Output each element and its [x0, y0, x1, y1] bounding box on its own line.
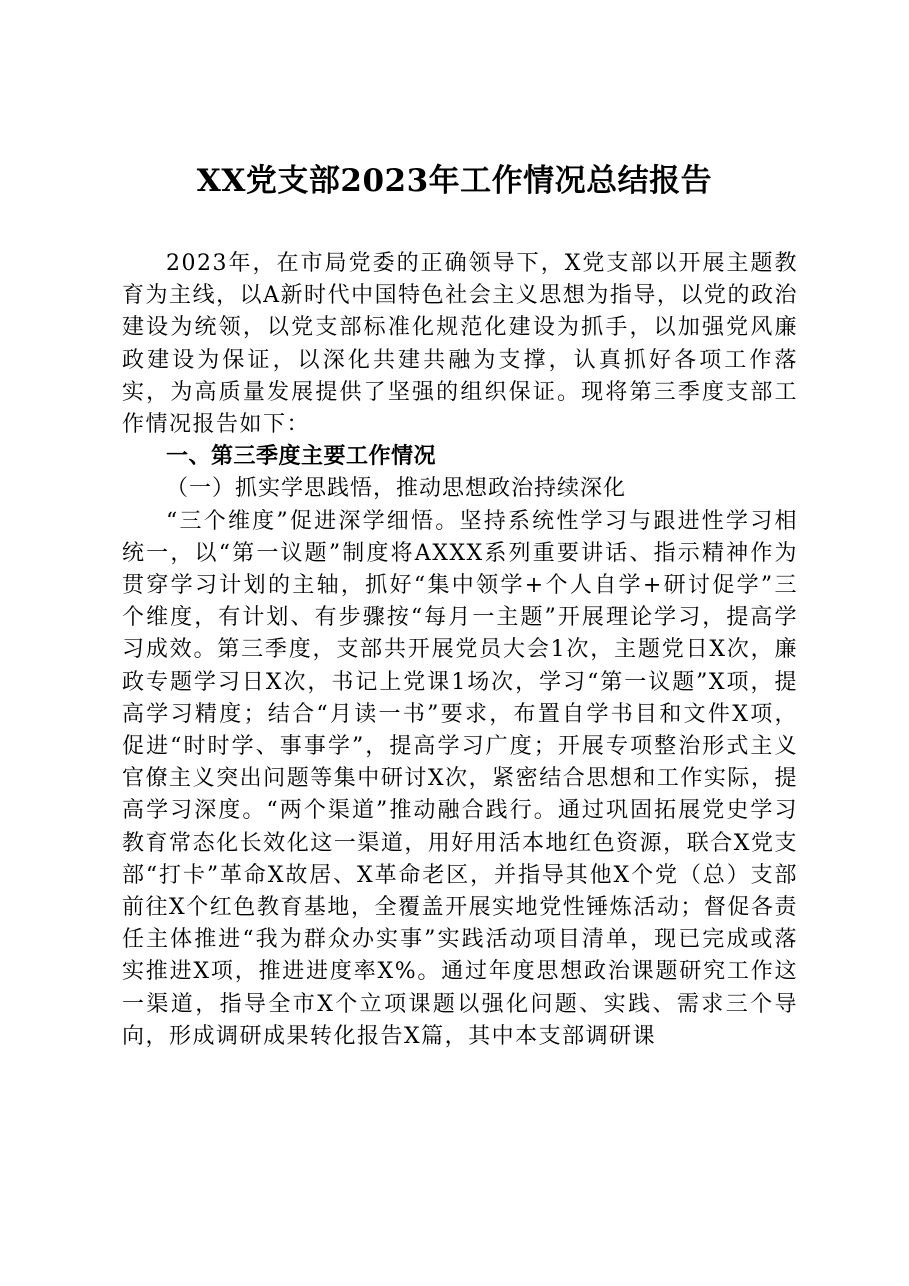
- intro-paragraph: 2023年，在市局党委的正确领导下，X党支部以开展主题教育为主线，以A新时代中国特色社会主义思想为指导，以党的政治建设为统领，以党支部标准化规范化建设为抓手，以加强党风廉政建设为保证，以深化共建共融为支撑，认真抓好各项工作落实，为高质量发展提供了坚强的组织保证。现将第三季度支部工作情况报告如下：: [122, 251, 798, 438]
- section-heading: 一、第三季度主要工作情况: [166, 444, 437, 470]
- document-body: [122, 248, 798, 1053]
- document-title: XX党支部2023年工作情况总结报告: [196, 163, 713, 199]
- subsection-heading: （一）抓实学思践悟，推动思想政治持续深化: [166, 476, 627, 502]
- subsection-paragraph: “三个维度”促进深学细悟。坚持系统性学习与跟进性学习相统一，以“第一议题”制度将AXXX系列重要讲话、指示精神作为贯穿学习计划的主轴，抓好“集中领学+个人自学+研讨促学”三个维度，有计划、有步骤按“每月一主题”开展理论学习，提高学习成效。第三季度，支部共开展党员大会1次，主题党日X次，廉政专题学习日X次，书记上党课1场次，学习“第一议题”X项，提高学习精度；结合“月读一书”要求，布置自学书目和文件X项，促进“时时学、事事学”，提高学习广度；开展专项整治形式主义官僚主义突出问题等集中研讨X次，紧密结合思想和工作实际，提高学习深度。“两个渠道”推动融合践行。通过巩固拓展党史学习教育常态化长效化这一渠道，用好用活本地红色资源，联合X党支部“打卡”革命X故居、X革命老区，并指导其他X个党（总）支部前往X个红色教育基地，全覆盖开展实地党性锤炼活动；督促各责任主体推进“我为群众办实事”实践活动项目清单，现已完成或落实推进X项，推进进度率X%。通过年度思想政治课题研究工作这一渠道，指导全市X个立项课题以强化问题、实践、需求三个导向，形成调研成果转化报告X篇，其中本支部调研课: [122, 508, 798, 1049]
